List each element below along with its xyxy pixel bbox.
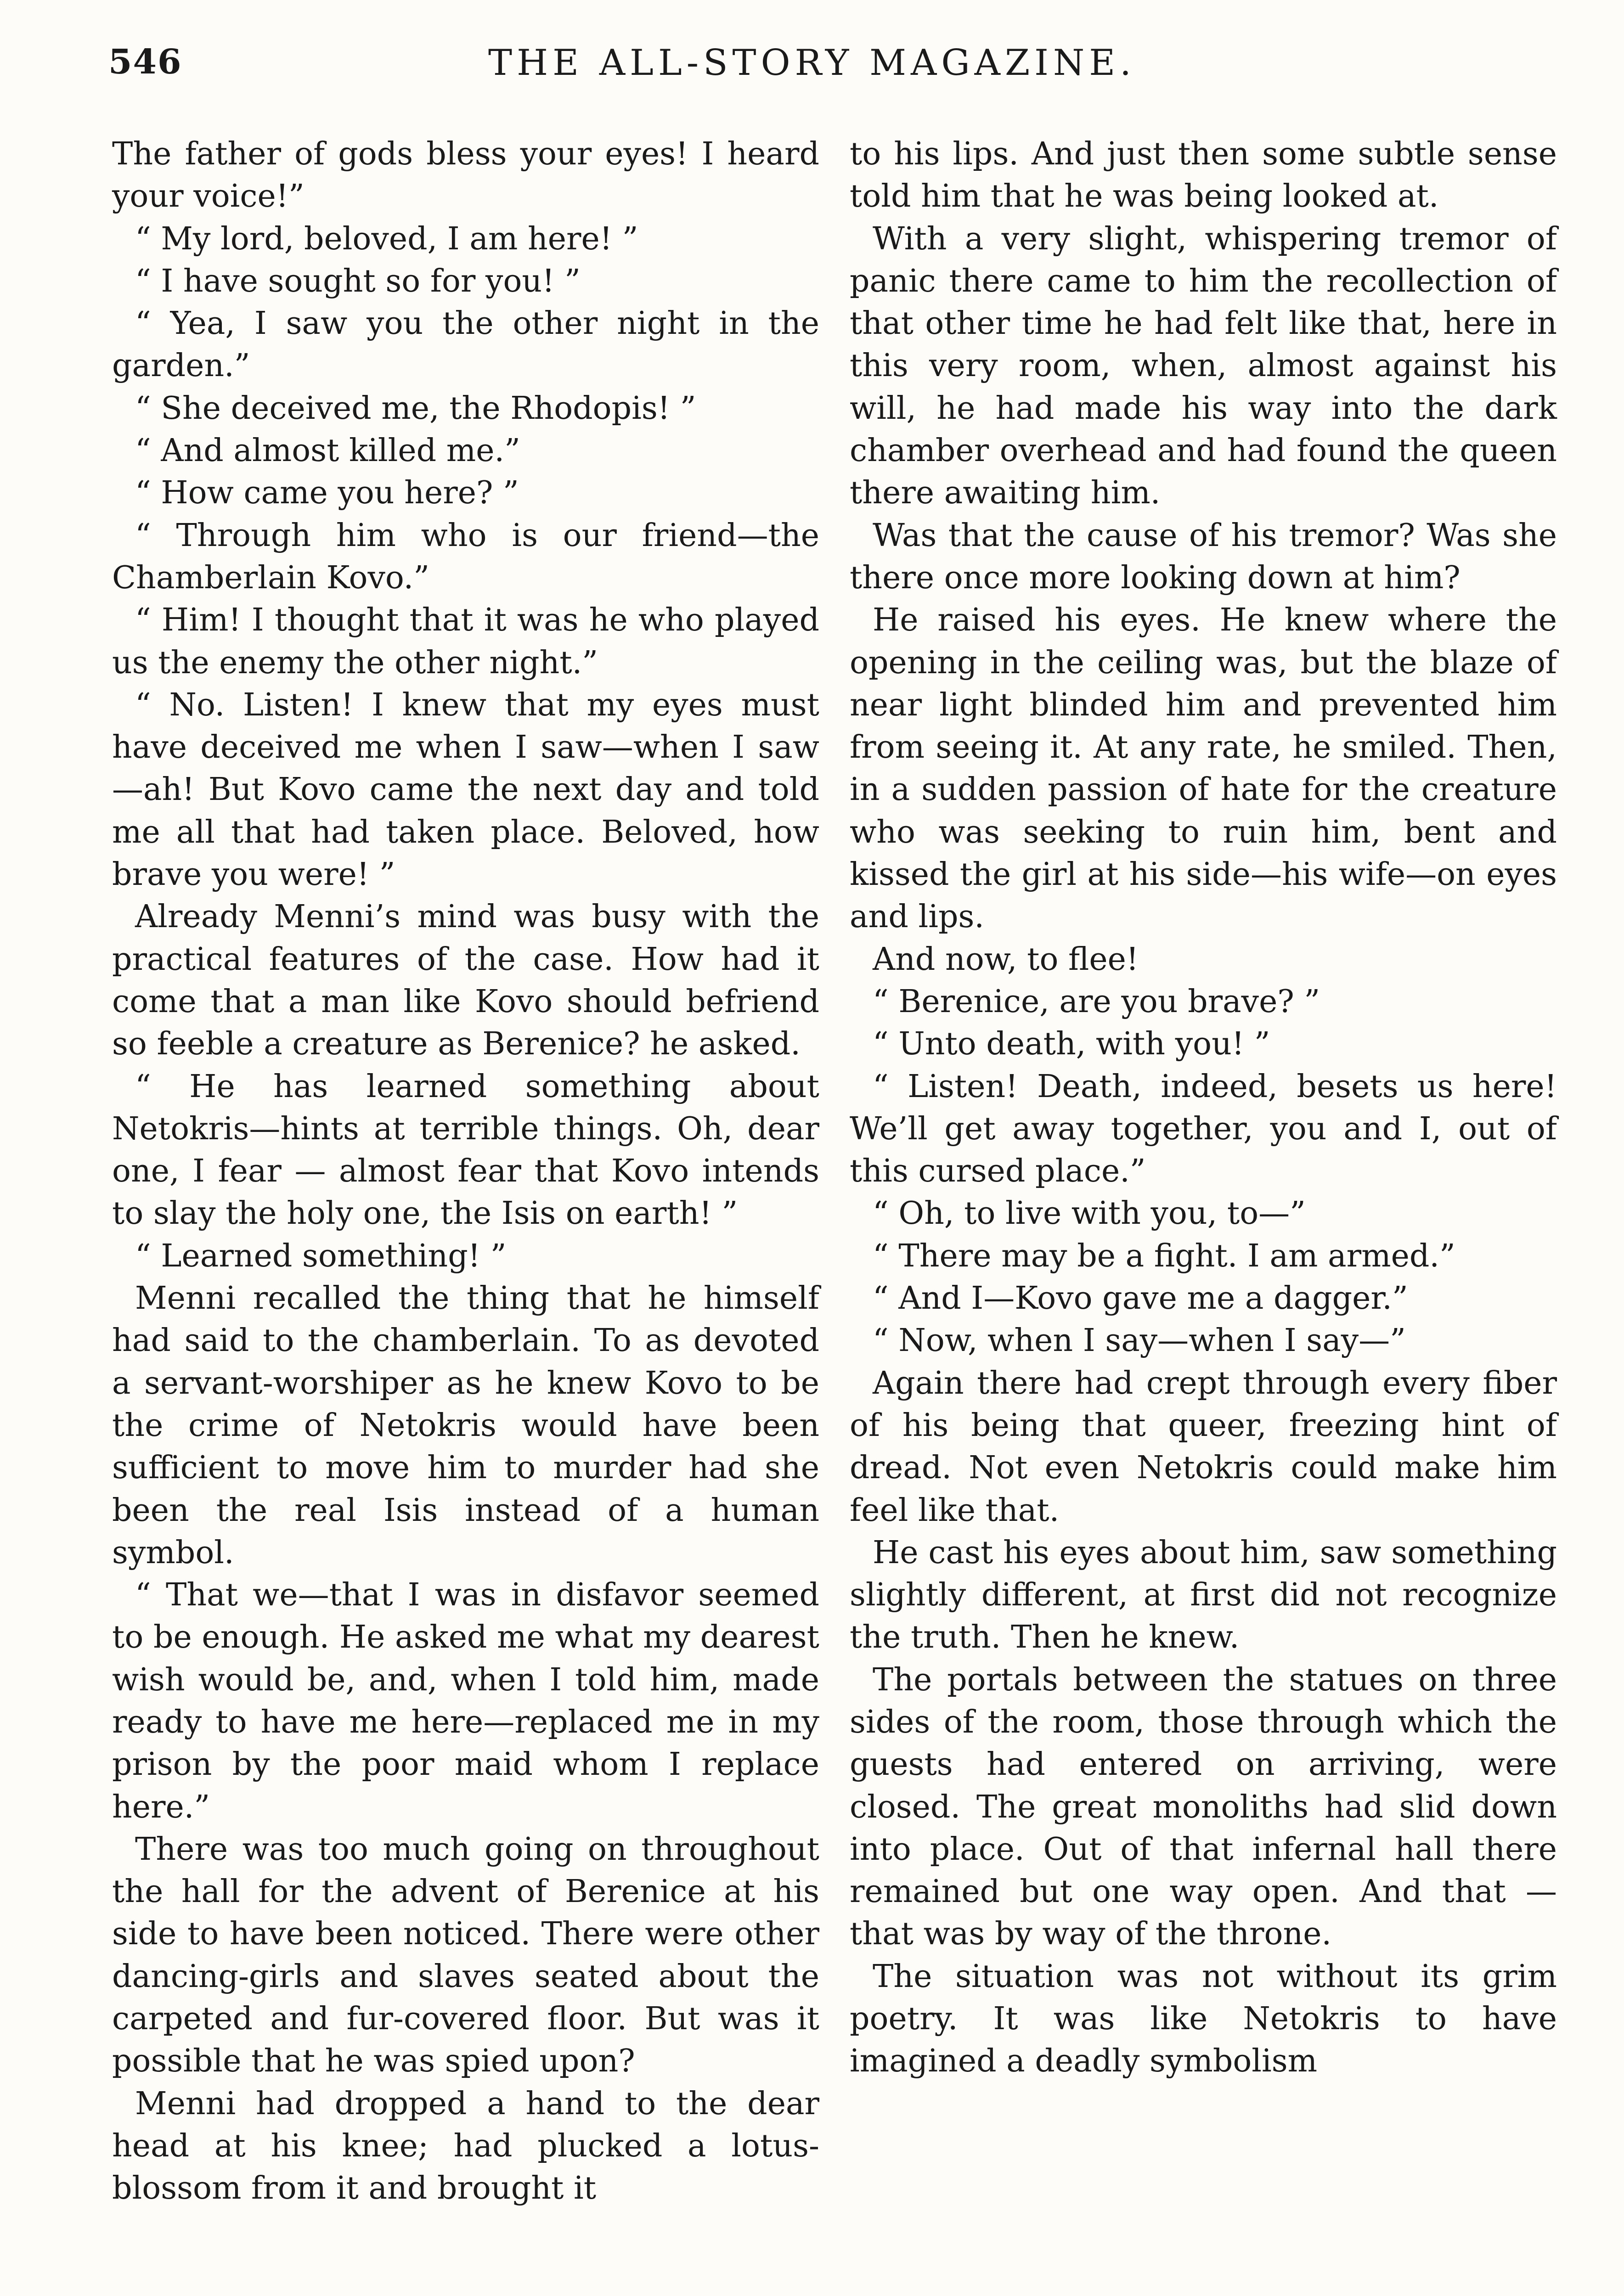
paragraph: “ Learned something! ”: [135, 1238, 507, 1274]
paragraph: “ My lord, beloved, I am here! ”: [135, 220, 638, 257]
paragraph: “ Listen! Death, indeed, besets us here! We’ll get away together, you and I, out of this cursed place.”: [850, 1068, 1557, 1190]
page-header: [108, 42, 1516, 107]
paragraph: Already Menni’s mind was busy with the practical features of the case. How had it come that a man like Kovo should befriend so feeble a creature as Berenice? he asked.: [112, 899, 819, 1063]
paragraph: to his lips. And just then some subtle sense told him that he was being looked at.: [850, 136, 1557, 215]
paragraph: “ I have sought so for you! ”: [135, 263, 581, 299]
paragraph: The situation was not without its grim poetry. It was like Netokris to have imagined a deadly symbolism: [850, 1958, 1557, 2080]
paragraph: “ Yea, I saw you the other night in the garden.”: [112, 305, 819, 384]
paragraph: “ Berenice, are you brave? ”: [873, 983, 1320, 1020]
page-number: 546: [108, 42, 182, 82]
running-title: THE ALL-STORY MAGAZINE.: [488, 42, 1136, 84]
paragraph: “ Unto death, with you! ”: [873, 1026, 1270, 1063]
paragraph: “ She deceived me, the Rhodopis! ”: [135, 390, 696, 427]
paragraph: With a very slight, whispering tremor of panic there came to him the recollection of that other time he had felt like that, here in this very room, when, almost against his will, he had made his way into the dark chamber overhead and had found the queen there awaiting him.: [850, 220, 1557, 512]
paragraph: Again there had crept through every fiber of his being that queer, freezing hint of dread. Not even Netokris could make him feel like that.: [850, 1365, 1557, 1529]
paragraph: “ Now, when I say—when I say—”: [873, 1322, 1406, 1359]
paragraph: “ No. Listen! I knew that my eyes must have deceived me when I saw—when I saw—ah! But Kovo came the next day and told me all that had taken place. Beloved, how brave you were! ”: [112, 687, 819, 893]
paragraph: “ Through him who is our friend—the Chamberlain Kovo.”: [112, 517, 819, 596]
paragraph: “ There may be a fight. I am armed.”: [873, 1238, 1455, 1274]
paragraph: Menni recalled the thing that he himself had said to the chamberlain. To as devoted a servant-worshiper as he knew Kovo to be the crime of Netokris would have been sufficient to move him to murder had she been the real Isis instead of a human symbol.: [112, 1280, 819, 1571]
paragraph: He raised his eyes. He knew where the opening in the ceiling was, but the blaze of near light blinded him and prevented him from seeing it. At any rate, he smiled. Then, in a sudden passion of hate for the creature who was seeking to ruin him, bent and kissed the girl at his side—his wife—on eyes and lips.: [850, 602, 1557, 935]
paragraph: “ Oh, to live with you, to—”: [873, 1195, 1306, 1232]
paragraph: “ That we—that I was in disfavor seemed to be enough. He asked me what my dearest wish would be, and, when I told him, made ready to have me here—replaced me in my prison by the poor maid whom I replace here.”: [112, 1577, 819, 1825]
paragraph: “ And almost killed me.”: [135, 433, 520, 469]
paragraph: Menni had dropped a hand to the dear head at his knee; had plucked a lotus-blossom from it and brought it: [112, 2085, 819, 2207]
paragraph: “ Him! I thought that it was he who played us the enemy the other night.”: [112, 602, 819, 681]
paragraph: “ And I—Kovo gave me a dagger.”: [873, 1280, 1408, 1317]
paragraph: “ How came you here? ”: [135, 475, 519, 512]
paragraph: “ He has learned something about Netokris—hints at terrible things. Oh, dear one, I fear — almost fear that Kovo intends to slay the holy one, the Isis on earth! ”: [112, 1068, 819, 1232]
paragraph: Was that the cause of his tremor? Was she there once more looking down at him?: [850, 517, 1557, 596]
paragraph: The father of gods bless your eyes! I heard your voice!”: [112, 136, 819, 215]
left-column: [112, 133, 819, 2210]
right-column: [850, 133, 1557, 2083]
paragraph: And now, to flee!: [873, 941, 1139, 978]
paragraph: He cast his eyes about him, saw something slightly different, at first did not recognize the truth. Then he knew.: [850, 1534, 1557, 1656]
paragraph: There was too much going on throughout the hall for the advent of Berenice at his side to have been noticed. There were other dancing-girls and slaves seated about the carpeted and fur-covered floor. But was it possible that he was spied upon?: [112, 1831, 819, 2080]
paragraph: The portals between the statues on three sides of the room, those through which the guests had entered on arriving, were closed. The great monoliths had slid down into place. Out of that infernal hall there remained but one way open. And that — that was by way of the throne.: [850, 1661, 1557, 1953]
